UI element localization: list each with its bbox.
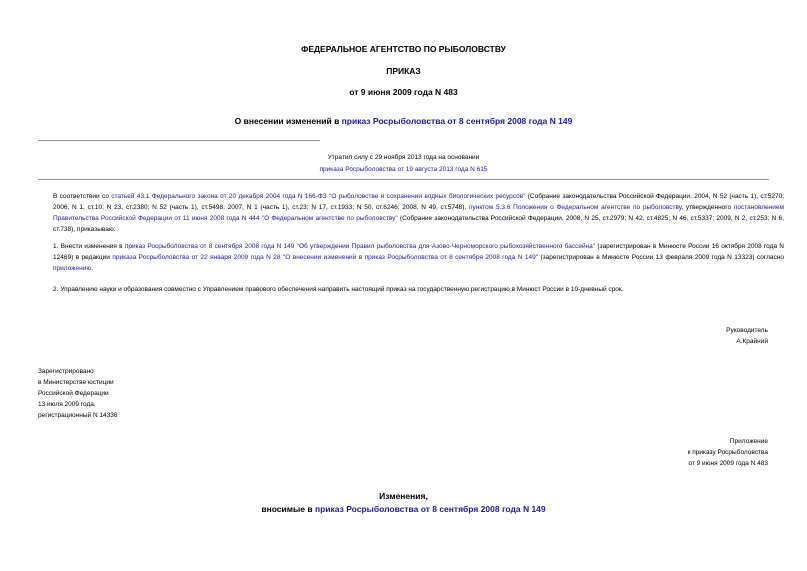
changes-title: Изменения, [379, 491, 428, 501]
order-149-link[interactable]: приказ Росрыболовства от 8 сентября 2008 года N 149 "Об утверждении Правил рыболовства для Азово-Черноморского рыбохозяйственного бассейна" [124, 243, 596, 250]
regulation-point-link[interactable]: пунктом 5.3.6 Положения о Федеральном агентстве по рыболовству [468, 204, 682, 211]
item-1-paragraph [38, 241, 784, 274]
appendix-line-2: к приказу Росрыболовства [687, 449, 768, 456]
item1-text-1: 1. Внести изменения в [53, 243, 125, 250]
appendix-line-1: Приложение [729, 438, 768, 445]
item-2-paragraph: 2. Управлению науки и образования совместно с Управлением правового обеспечения направить настоящий приказ на государственную регистрацию в Минюст России в 10-дневный срок. [53, 286, 624, 293]
subject-link[interactable]: приказ Росрыболовства от 8 сентября 2008 года N 149 [341, 116, 573, 126]
registration-line-2: в Министерстве юстиции [38, 379, 114, 386]
order-subject [0, 116, 807, 126]
changes-subtitle [0, 503, 807, 516]
appendix-line-3: от 9 июня 2009 года N 483 [688, 460, 768, 467]
changes-order-link[interactable]: приказ Росрыболовства от 8 сентября 2008 года N 149 [314, 504, 546, 514]
subject-prefix: О внесении изменений в [234, 116, 342, 126]
registration-line-3: Российской Федерации [38, 390, 109, 397]
preamble-paragraph [38, 191, 784, 235]
item1-text-4: . [91, 265, 94, 272]
preamble-text-1: В соответствии со [53, 193, 112, 200]
preamble-text-2: (Собрание законодательства Российской Федерации, 2004, N 52 (часть 1), ст.5270; 2006, N 1, ст.10; N 23, ст.2380; N 52 (часть 1), ст.5498; 2007, N 1 (часть 1), ст.23; N 17, ст.1933; N 50, ст.6246; 2008, N 49, ст.5748), [53, 193, 784, 211]
signer-position: Руководитель [726, 327, 768, 334]
signer-name: А.Крайний [736, 338, 768, 345]
appendix-header [688, 436, 768, 469]
order-28-link[interactable]: приказа Росрыболовства от 22 января 2009 года N 28 "О внесении изменений в приказ Росрыболовства от 8 сентября 2008 года N 149" [112, 254, 539, 261]
changes-prefix: вносимые в [261, 504, 315, 514]
agency-heading: ФЕДЕРАЛЬНОЕ АГЕНТСТВО ПО РЫБОЛОВСТВУ [301, 44, 506, 54]
federal-law-link[interactable]: статьей 43.1 Федерального закона от 20 декабря 2004 года N 166-ФЗ "О рыболовстве и сохранении водных биологических ресурсов" [111, 193, 526, 200]
lost-force-note [0, 152, 807, 176]
order-date-number: от 9 июня 2009 года N 483 [349, 87, 458, 97]
document-type: ПРИКАЗ [386, 66, 421, 76]
government-decree-link[interactable]: постановлением Правительства Российской Федерации от 11 июня 2008 года N 444 "О Федеральном агентстве по рыболовству" [53, 204, 784, 222]
changes-heading [0, 490, 807, 516]
divider-short [38, 140, 320, 141]
lost-force-text: Утратил силу с 29 ноября 2013 года на основании [327, 154, 480, 161]
item1-text-3: (зарегистрирован в Минюсте России 13 февраля 2009 года N 13323) согласно [538, 254, 784, 261]
registration-line-5: регистрационный N 14336 [38, 412, 118, 419]
registration-line-4: 13 июля 2009 года, [38, 401, 96, 408]
preamble-text-3: , утвержденного [681, 204, 734, 211]
preamble-text-4: (Собрание законодательства Российской Федерации, 2008, N 25, ст.2979; N 42, ст.4825; N 46, ст.5337; 2009, N 2, ст.253; N 6, ст.738), приказываю: [53, 215, 784, 233]
signature-block [726, 325, 768, 347]
lost-force-link[interactable]: приказа Росрыболовства от 19 августа 2013 года N 615 [319, 166, 488, 173]
item1-text-2: (зарегистрирован в Минюсте России 16 октября 2008 года N 12469) в редакции [53, 243, 784, 261]
divider-long [38, 179, 769, 180]
appendix-link[interactable]: приложению [53, 265, 92, 272]
registration-line-1: Зарегистрировано [38, 368, 94, 375]
registration-block [38, 366, 118, 421]
